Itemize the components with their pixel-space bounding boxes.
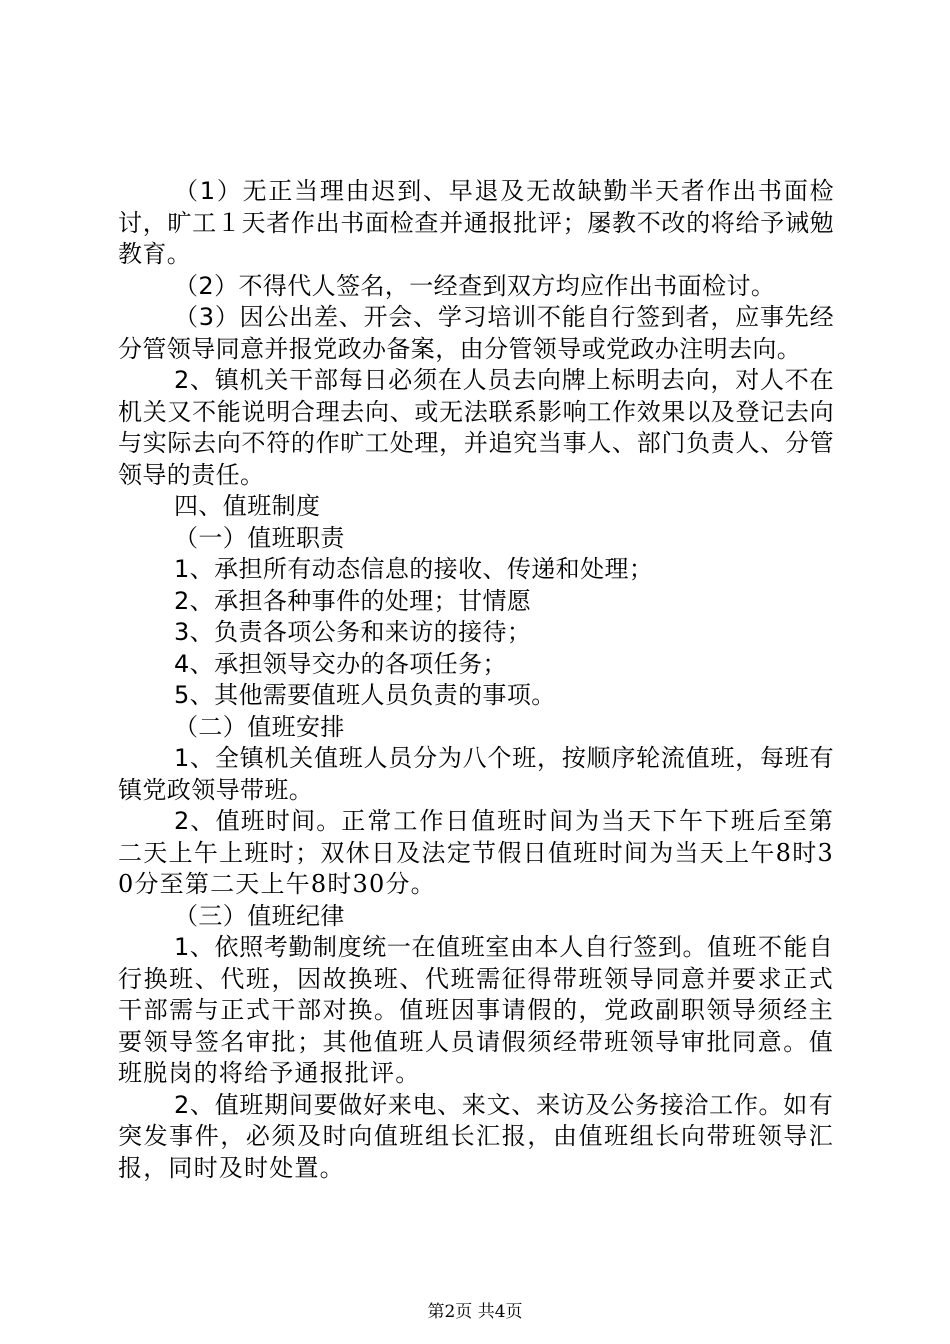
page-number-label: 第2页 共4页	[427, 1302, 523, 1322]
list-item-duty-2: 2、承担各种事件的处理；甘情愿	[174, 586, 532, 615]
list-item-duty-5: 5、其他需要值班人员负责的事项。	[174, 681, 556, 709]
paragraph-discipline-2	[118, 1090, 834, 1185]
heading-duty-discipline: （三）值班纪律	[174, 901, 345, 930]
discipline-1-body: 值班不能自行换班、代班，因故换班、代班需征得带班领导同意并要求正式干部需与正式干部对换。值班因事请假的，党政副职领导须经主要领导签名审批；其他值班人员请假须经带班领导审批同意。值班脱岗的将给予通报批评。	[118, 933, 835, 1087]
discipline-2-body: 如有突发事件，必须及时向值班组长汇报，由值班组长向带班领导汇报，同时及时处置。	[118, 1090, 834, 1182]
discipline-1-lead: 1、依照考勤制度统一在值班室由本人自行签到。	[174, 933, 708, 961]
list-item-duty-3: 3、负责各项公务和来访的接待；	[174, 618, 532, 646]
paragraph-attendance-2: （2）不得代人签名，一经查到双方均应作出书面检讨。	[174, 271, 776, 300]
discipline-2-lead: 2、值班期间要做好来电、来文、来访及公务接洽工作。	[174, 1090, 784, 1119]
list-item-duty-4: 4、承担领导交办的各项任务；	[174, 649, 507, 678]
heading-duty-arrangement: （二）值班安排	[174, 712, 345, 741]
heading-duty-responsibilities: （一）值班职责	[174, 523, 345, 552]
paragraph-discipline-1	[118, 932, 834, 1090]
duty-time-body: 正常工作日值班时间为当天下午下班后至第二天上午上班时；双休日及法定节假日值班时间为当天上午8时30分至第二天上午8时30分。	[118, 807, 834, 898]
paragraph-duty-time	[118, 806, 834, 901]
paragraph-whereabouts: 2、镇机关干部每日必须在人员去向牌上标明去向，对人不在机关又不能说明合理去向、或无法联系影响工作效果以及登记去向与实际去向不符的作旷工处理，并追究当事人、部门负责人、分管领导的责任。	[118, 366, 834, 489]
paragraph-attendance-3: （3）因公出差、开会、学习培训不能自行签到者，应事先经分管领导同意并报党政办备案，由分管领导或党政办注明去向。	[118, 303, 834, 363]
paragraph-arrangement-1: 1、全镇机关值班人员分为八个班，按顺序轮流值班，每班有镇党政领导带班。	[118, 744, 834, 804]
paragraph-attendance-1: （1）无正当理由迟到、早退及无故缺勤半天者作出书面检讨，旷工１天者作出书面检查并通报批评；屡教不改的将给予诫勉教育。	[118, 177, 834, 268]
list-item-duty-1: 1、承担所有动态信息的接收、传递和处理；	[174, 555, 654, 583]
document-body	[118, 176, 834, 1184]
heading-duty-system: 四、值班制度	[174, 492, 321, 520]
duty-time-lead: 2、值班时间。	[174, 807, 342, 835]
page-footer	[0, 1302, 950, 1322]
